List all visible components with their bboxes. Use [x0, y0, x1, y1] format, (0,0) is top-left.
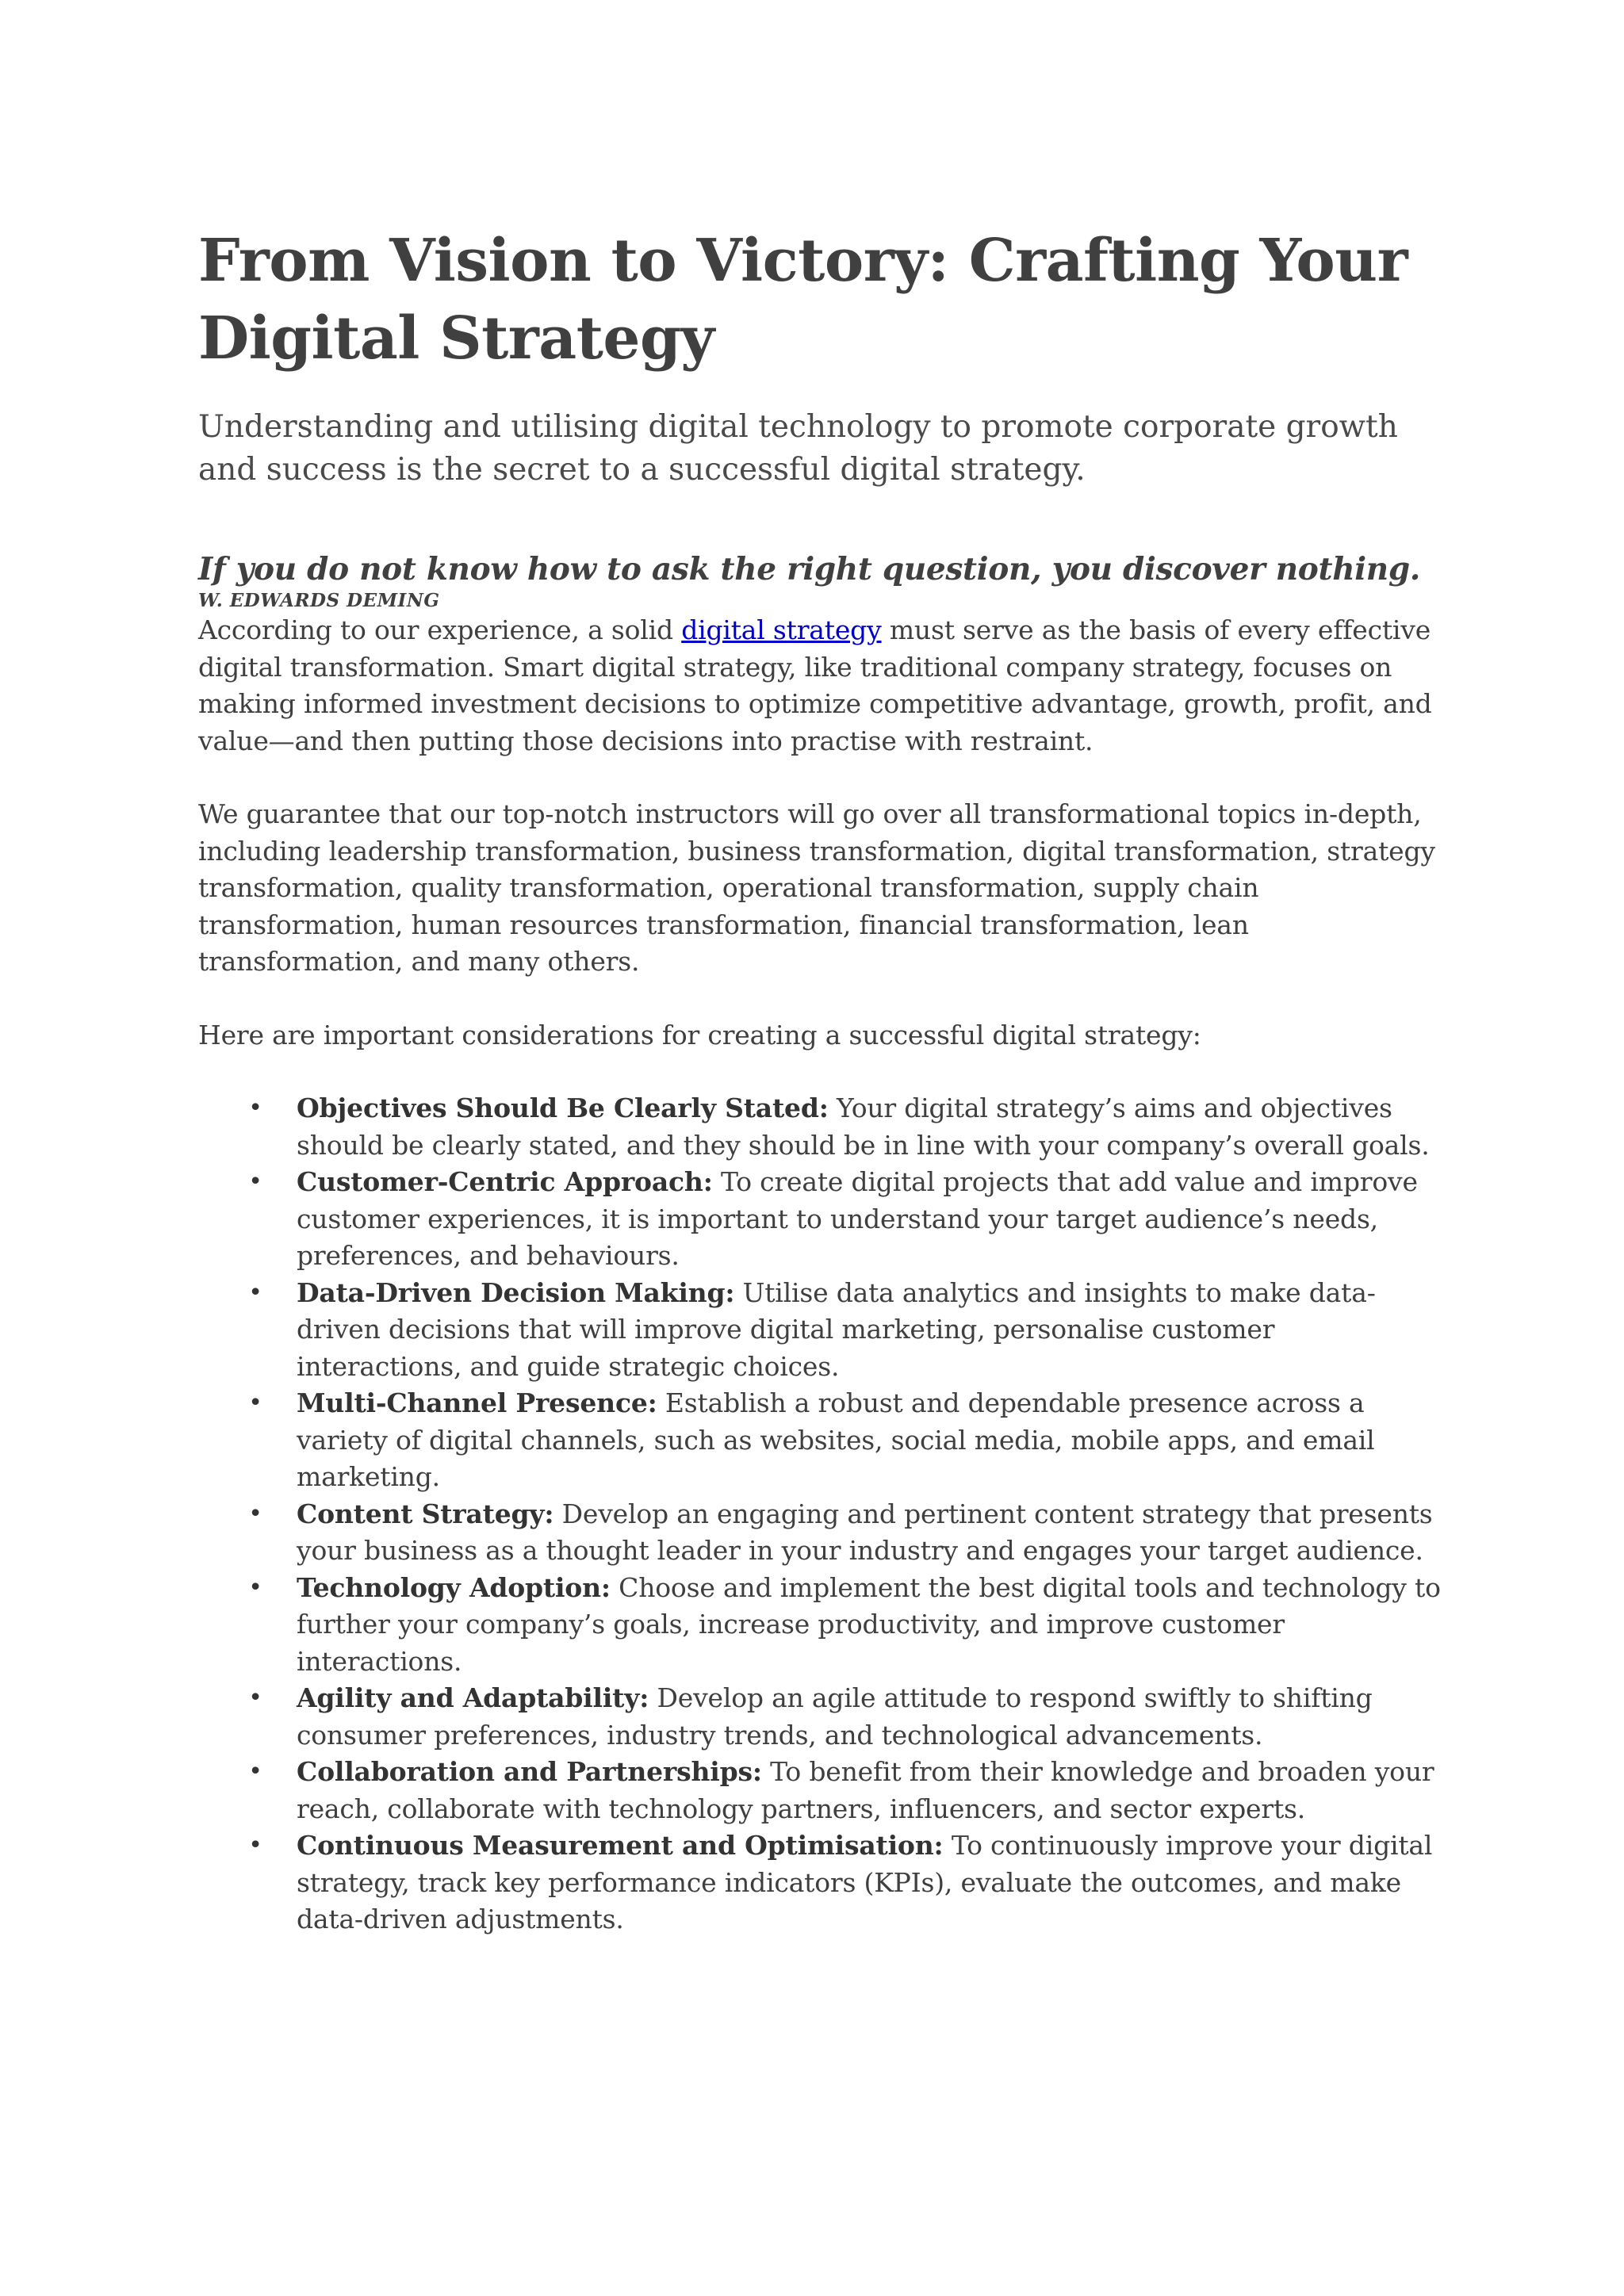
list-item-heading: Continuous Measurement and Optimisation: [297, 1830, 944, 1861]
list-item-heading: Collaboration and Partnerships: [297, 1756, 762, 1787]
list-item [198, 1680, 1443, 1754]
list-item [198, 1164, 1443, 1275]
list-item [198, 1275, 1443, 1386]
list-item-text: Your digital strategy’s aims and objectives should be clearly stated, and they should be in line with your company’s overall goals. [297, 1093, 1430, 1161]
considerations-list [198, 1090, 1443, 1938]
list-item-heading: Agility and Adaptability: [297, 1682, 649, 1713]
list-item [198, 1385, 1443, 1496]
bullet-icon: • [248, 1168, 262, 1196]
list-item-heading: Content Strategy: [297, 1498, 554, 1529]
page-title: From Vision to Victory: Crafting Your Digital Strategy [198, 227, 1408, 373]
list-item-text: Choose and implement the best digital tools and technology to further your company’s goals, increase productivity, and improve customer interactions. [297, 1571, 1441, 1677]
intro-text-before-link: According to our experience, a solid [198, 614, 682, 645]
quote-text: If you do not know how to ask the right question, you discover nothing. [198, 551, 1421, 587]
list-item-text: Establish a robust and dependable presence across a variety of digital channels, such as websites, social media, mobile apps, and email marketing. [297, 1387, 1375, 1492]
list-item-heading: Technology Adoption: [297, 1571, 611, 1603]
list-item-text: Develop an engaging and pertinent content strategy that presents your business as a thought leader in your industry and engages your target audience. [297, 1498, 1433, 1566]
list-intro: Here are important considerations for creating a successful digital strategy: [198, 1019, 1201, 1050]
list-item [198, 1827, 1443, 1938]
list-item-heading: Data-Driven Decision Making: [297, 1276, 735, 1308]
instructors-paragraph: We guarantee that our top-notch instructors will go over all transformational topics in-depth, including leadership transformation, business transformation, digital transformation, strategy transformation, quality transformation, operational transformation, supply chain transformation, human resources transformation, financial transformation, lean transformation, and many others. [198, 798, 1435, 977]
page-subtitle: Understanding and utilising digital technology to promote corporate growth and success is the secret to a successful digital strategy. [198, 409, 1398, 488]
bullet-icon: • [248, 1389, 262, 1417]
list-item-text: To create digital projects that add value and improve customer experiences, it is important to understand your target audience’s needs, preferences, and behaviours. [297, 1166, 1418, 1271]
bullet-icon: • [248, 1499, 262, 1528]
intro-text-after-link: must serve as the basis of every effective digital transformation. Smart digital strategy, like traditional company strategy, focuses on making informed investment decisions to optimize competitive advantage, growth, profit, and value—and then putting those decisions into practise with restraint. [198, 614, 1432, 756]
list-item-text: To benefit from their knowledge and broaden your reach, collaborate with technology partners, influencers, and sector experts. [297, 1756, 1434, 1824]
bullet-icon: • [248, 1278, 262, 1307]
list-item-heading: Customer-Centric Approach: [297, 1166, 713, 1197]
list-item-text: Utilise data analytics and insights to make data-driven decisions that will improve digital marketing, personalise customer interactions, and guide strategic choices. [297, 1276, 1376, 1382]
list-item [198, 1754, 1443, 1827]
list-item-heading: Objectives Should Be Clearly Stated: [297, 1093, 829, 1123]
quote-author: W. EDWARDS DEMING [198, 590, 440, 611]
bullet-icon: • [248, 1684, 262, 1712]
list-item [198, 1570, 1443, 1681]
bullet-icon: • [248, 1573, 262, 1601]
list-item [198, 1090, 1443, 1164]
list-item-heading: Multi-Channel Presence: [297, 1387, 657, 1418]
digital-strategy-link[interactable]: digital strategy [681, 614, 882, 645]
list-item [198, 1496, 1443, 1570]
bullet-icon: • [248, 1758, 262, 1785]
bullet-icon: • [248, 1831, 262, 1859]
list-item-text: Develop an agile attitude to respond swiftly to shifting consumer preferences, industry trends, and technological advancements. [297, 1682, 1373, 1751]
list-item-text: To continuously improve your digital strategy, track key performance indicators (KPIs), evaluate the outcomes, and make data-driven adjustments. [297, 1830, 1433, 1934]
bullet-icon: • [248, 1094, 262, 1122]
intro-paragraph [198, 612, 1443, 760]
document-page [198, 222, 1443, 1938]
